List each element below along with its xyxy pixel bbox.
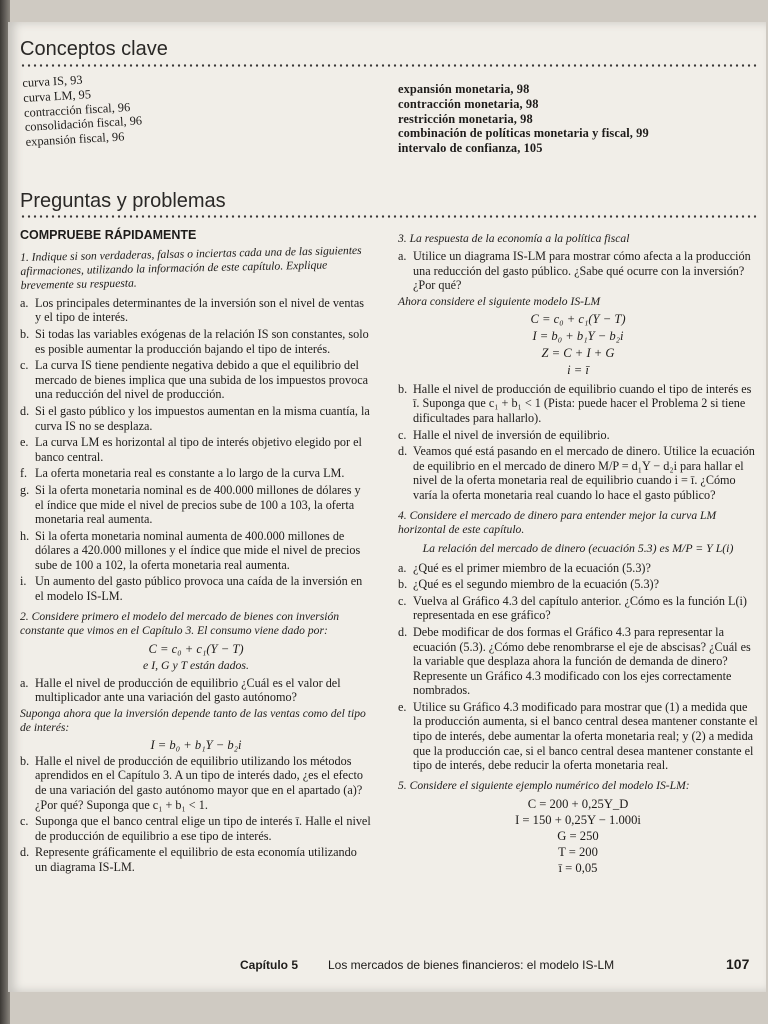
- question-2-intro: 2. Considere primero el modelo del mercado de bienes con inversión constante que vimos en el Capítulo 3. El consumo viene dado por:: [20, 609, 340, 637]
- page-number: 107: [726, 956, 750, 972]
- question-4-item: e. Utilice su Gráfico 4.3 modificado para mostrar que (1) a medida que la producción aumenta, si el banco central desea mantener constante el tipo de interés, debe aumentar la oferta monetaria real; y (2) a medida que la producción cae, si el banco central desea mantener constante el tipo de interés, debe reducir la oferta monetaria real.: [398, 699, 758, 773]
- equation: I = b₀ + b₁Y − b₂i: [532, 328, 624, 343]
- question-4-intro: 4. Considere el mercado de dinero para entender mejor la curva LM horizontal de este capítulo.: [398, 508, 717, 536]
- question-1-item: h. Si la oferta monetaria nominal aumenta de 400.000 millones de dólares a 420.000 millones y el índice que mide el nivel de precios sube de 100 a 102, la oferta monetaria real aumenta.: [20, 528, 361, 572]
- question-1-item: e. La curva LM es horizontal al tipo de interés objetivo elegido por el banco central.: [20, 435, 362, 464]
- question-4-item: a. ¿Qué es el primer miembro de la ecuación (5.3)?: [398, 560, 651, 575]
- question-4-item: c. Vuelva al Gráfico 4.3 del capítulo anterior. ¿Cómo es la función L(i) representada en ese gráfico?: [398, 593, 747, 623]
- footer-chapter-title: Los mercados de bienes financieros: el modelo IS-LM: [328, 958, 615, 972]
- question-2-item: b. Halle el nivel de producción de equilibrio utilizando los métodos aprendidos en el Capítulo 3. A un tipo de interés dado, ¿es el efecto de una variación del gasto autónomo mayor que en el apartado (a)? ¿Por qué? Suponga que c₁ + b₁ < 1.: [20, 753, 363, 812]
- problems-left-column: [20, 228, 372, 877]
- question-4-item: d. Debe modificar de dos formas el Gráfico 4.3 para representar la ecuación (5.3). ¿Cómo debe renombrarse el eje de abscisas? ¿Cuál es la variable que desplaza ahora la función de demanda de dinero? Represente un Gráfico 4.3 modificado con los ejes correctamente nombrados.: [398, 624, 751, 698]
- problems-title: Preguntas y problemas: [20, 190, 226, 212]
- question-3-item: d. Veamos qué está pasando en el mercado de dinero. Utilice la ecuación de equilibrio en el mercado de dinero M/P = d₁Y − d₂i para hallar el nivel de la oferta monetaria real de equilibrio cuando i = ī. ¿Cómo varía la oferta monetaria real cuando lo hace el gasto público?: [398, 444, 755, 502]
- question-2-prompt: Suponga ahora que la inversión depende tanto de las ventas como del tipo de interés:: [20, 706, 366, 734]
- question-3-item: a. Utilice un diagrama IS-LM para mostrar cómo afecta a la producción una reducción del gasto público. ¿Sabe qué ocurre con la inversión? ¿Por qué?: [398, 249, 751, 293]
- question-1-item: i. Un aumento del gasto público provoca una caída de la inversión en el modelo IS-LM.: [20, 574, 363, 604]
- problems-right-column: [398, 232, 758, 876]
- question-3-prompt: Ahora considere el siguiente modelo IS-LM: [398, 294, 601, 308]
- question-1-intro: 1. Indique si son verdaderas, falsas o inciertas cada una de las siguientes afirmaciones, utilizando la información de este capítulo. Explique brevemente su respuesta.: [20, 243, 362, 292]
- footer-chapter: Capítulo 5: [240, 958, 299, 972]
- key-concept: restricción monetaria, 98: [398, 111, 533, 126]
- equation: I = b₀ + b₁Y − b₂i: [150, 737, 242, 752]
- question-1-item: b. Si todas las variables exógenas de la relación IS son constantes, solo es posible aumentar la producción bajando el tipo de interés.: [20, 326, 369, 356]
- question-2-item: d. Represente gráficamente el equilibrio de esta economía utilizando un diagrama IS-LM.: [20, 845, 357, 875]
- key-concept: curva LM, 95: [22, 86, 92, 105]
- question-1-item: a. Los principales determinantes de la inversión son el nivel de ventas y el tipo de interés.: [20, 295, 364, 325]
- question-2-item: c. Suponga que el banco central elige un tipo de interés ī. Halle el nivel de producción de equilibrio a ese tipo de interés.: [20, 814, 371, 843]
- key-concept: combinación de políticas monetaria y fiscal, 99: [398, 126, 649, 141]
- section-divider: [20, 64, 758, 67]
- equation: i = ī: [567, 362, 589, 377]
- equation: G = 250: [557, 828, 599, 843]
- question-3-intro: 3. La respuesta de la economía a la política fiscal: [398, 232, 630, 245]
- key-concepts-right-list: [398, 82, 758, 156]
- question-5-intro: 5. Considere el siguiente ejemplo numérico del modelo IS-LM:: [398, 778, 690, 792]
- question-3-item: b. Halle el nivel de producción de equilibrio cuando el tipo de interés es ī. Suponga que c₁ + b₁ < 1 (Pista: puede hacer el Problema 2 si tiene dificultades para hallarlo).: [398, 381, 752, 425]
- money-market-relation: La relación del mercado de dinero (ecuación 5.3) es M/P = Y L(i): [422, 540, 734, 555]
- equation: C = 200 + 0,25Y_D: [527, 796, 629, 811]
- key-concept: contracción fiscal, 96: [23, 99, 131, 120]
- key-concept: expansión monetaria, 98: [398, 82, 530, 96]
- key-concept: expansión fiscal, 96: [25, 129, 125, 150]
- question-1-item: d. Si el gasto público y los impuestos aumentan en la misma cuantía, la curva IS no se desplaza.: [20, 403, 370, 433]
- key-concept: consolidación fiscal, 96: [24, 113, 143, 135]
- question-4-item: b. ¿Qué es el segundo miembro de la ecuación (5.3)?: [398, 577, 660, 592]
- question-1-item: c. La curva IS tiene pendiente negativa debido a que el equilibrio del mercado de bienes implica que una subida de los impuestos provoca una reducción del nivel de producción.: [20, 358, 369, 402]
- section-divider: [20, 215, 758, 218]
- question-1-item: f. La oferta monetaria real es constante a lo largo de la curva LM.: [20, 466, 345, 481]
- key-concept: intervalo de confianza, 105: [398, 141, 543, 156]
- equation-note: e I, G y T están dados.: [143, 657, 249, 672]
- equation: Z = C + I + G: [541, 345, 615, 360]
- equation: C = c₀ + c₁(Y − T): [148, 641, 244, 656]
- equation: C = c₀ + c₁(Y − T): [530, 311, 626, 326]
- key-concepts-title: Conceptos clave: [20, 38, 168, 60]
- equation: I = 150 + 0,25Y − 1.000i: [515, 812, 641, 827]
- question-1-item: g. Si la oferta monetaria nominal es de 400.000 millones de dólares y el índice que mide el nivel de precios sube de 100 a 103, la oferta monetaria real aumenta.: [20, 482, 361, 527]
- equation: T = 200: [558, 844, 598, 859]
- question-3-item: c. Halle el nivel de inversión de equilibrio.: [398, 427, 610, 442]
- equation: ī = 0,05: [558, 860, 598, 875]
- key-concept: curva IS, 93: [22, 72, 83, 90]
- question-2-item: a. Halle el nivel de producción de equilibrio ¿Cuál es el valor del multiplicador ante una variación del gasto autónomo?: [20, 675, 341, 705]
- quick-check-heading: COMPRUEBE RÁPIDAMENTE: [20, 228, 197, 242]
- key-concept: contracción monetaria, 98: [398, 96, 539, 111]
